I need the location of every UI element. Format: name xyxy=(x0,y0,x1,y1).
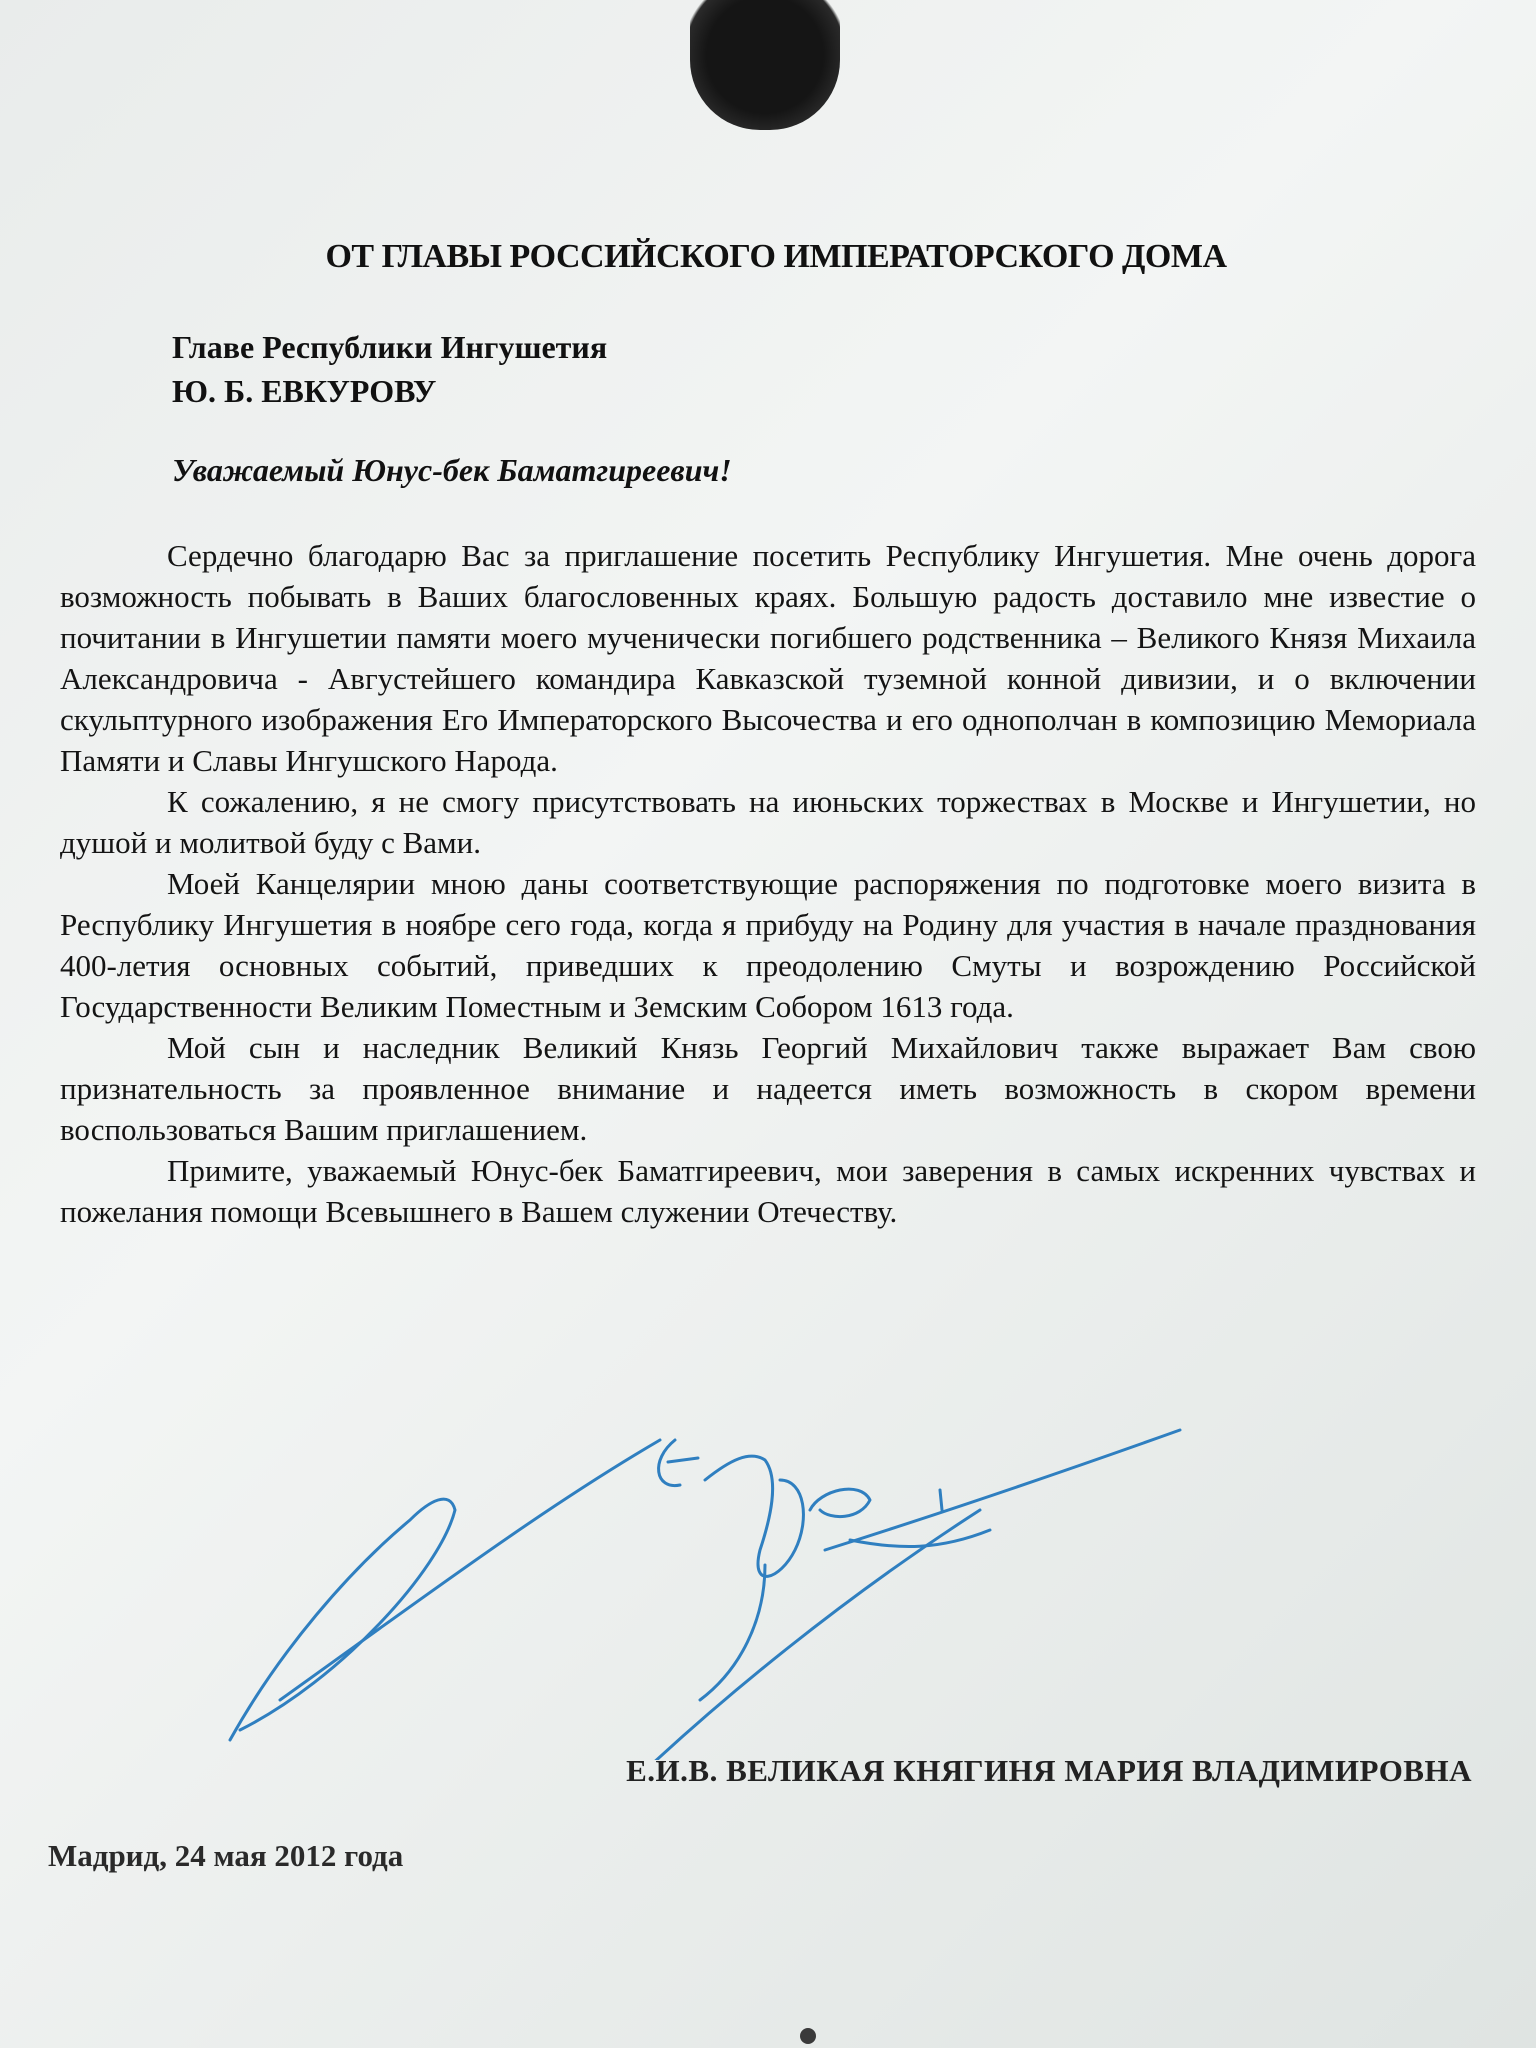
paragraph: Примите, уважаемый Юнус-бек Баматгиреевич, мои заверения в самых искренних чувствах и пожелания помощи Всевышнего в Вашем служении Отечеству. xyxy=(60,1153,1476,1229)
place-and-date: Мадрид, 24 мая 2012 года xyxy=(48,1838,404,1873)
addressee-name: Ю. Б. ЕВКУРОВУ xyxy=(172,373,437,409)
page-mark xyxy=(800,2028,816,2044)
salutation: Уважаемый Юнус-бек Баматгиреевич! xyxy=(172,452,732,488)
handwritten-signature xyxy=(220,1400,1220,1760)
paragraph: Мой сын и наследник Великий Князь Георгий Михайлович также выражает Вам свою признательность за проявленное внимание и надеется иметь возможность в скором времени воспользоваться Вашим приглашением. xyxy=(60,1030,1476,1147)
coat-of-arms-icon xyxy=(690,0,840,130)
letter-heading: ОТ ГЛАВЫ РОССИЙСКОГО ИМПЕРАТОРСКОГО ДОМА xyxy=(325,238,1227,275)
addressee-title: Главе Республики Ингушетия xyxy=(172,329,608,365)
addressee-block xyxy=(172,325,607,413)
paragraph: Сердечно благодарю Вас за приглашение посетить Республику Ингушетия. Мне очень дорога возможность побывать в Ваших благословенных краях. Большую радость доставило мне известие о почитании в Ингушетии памяти моего мученически погибшего родственника – Великого Князя Михаила Александровича - Августейшего командира Кавказской туземной конной дивизии, и о включении скульптурного изображения Его Императорского Высочества и его однополчан в композицию Мемориала Памяти и Славы Ингушского Народа. xyxy=(60,538,1476,778)
letter-body xyxy=(60,535,1476,1232)
paragraph: Моей Канцелярии мною даны соответствующие распоряжения по подготовке моего визита в Республику Ингушетия в ноябре сего года, когда я прибуду на Родину для участия в начале празднования 400-летия основных событий, приведших к преодолению Смуты и возрождению Российской Государственности Великим Поместным и Земским Собором 1613 года. xyxy=(60,866,1476,1024)
signer-title: Е.И.В. ВЕЛИКАЯ КНЯГИНЯ МАРИЯ ВЛАДИМИРОВНА xyxy=(626,1753,1472,1788)
paragraph: К сожалению, я не смогу присутствовать на июньских торжествах в Москве и Ингушетии, но душой и молитвой буду с Вами. xyxy=(60,784,1476,860)
